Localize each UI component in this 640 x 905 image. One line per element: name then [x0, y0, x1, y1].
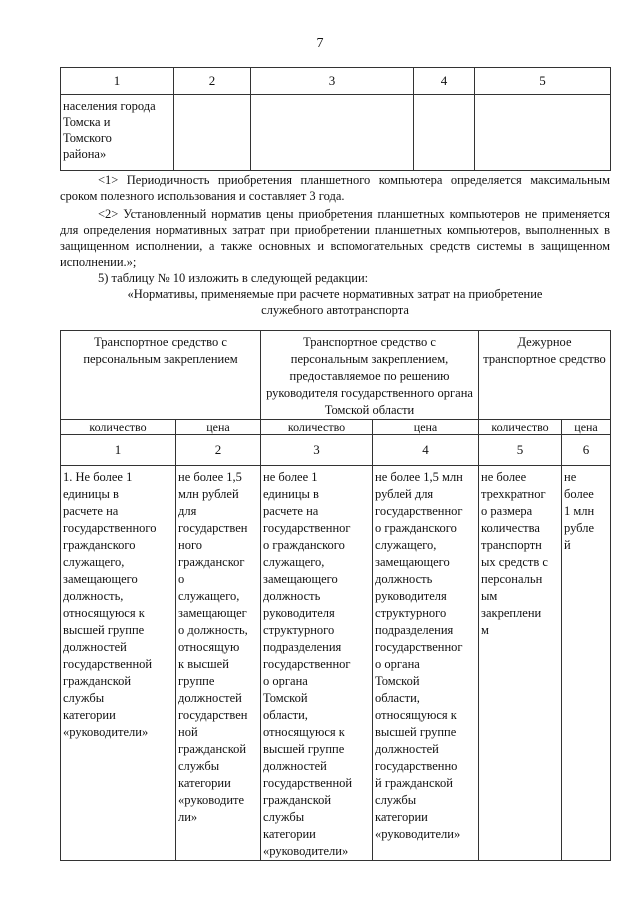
- cell-line: служащего,: [263, 555, 325, 569]
- cell-line: рублей для: [375, 487, 434, 501]
- table-cell: [61, 95, 174, 171]
- table-header-cell: 5: [475, 68, 611, 95]
- cell-line: Томской: [263, 691, 308, 705]
- cell-line: ым: [481, 589, 498, 603]
- cell-line: служащего,: [178, 589, 240, 603]
- cell-line: должностей: [375, 742, 439, 756]
- cell-line: расчете на: [263, 504, 319, 518]
- table-title-line-1: «Нормативы, применяемые при расчете нормативных затрат на приобретение: [127, 287, 543, 301]
- cell-line: млн рублей: [178, 487, 239, 501]
- cell-line: населения города: [63, 99, 156, 113]
- cell-line: замещающег: [178, 606, 247, 620]
- cell-line: ых средств с: [481, 555, 548, 569]
- cell-line: государственног: [263, 657, 351, 671]
- cell-line: закреплени: [481, 606, 542, 620]
- cell-line: Томского: [63, 131, 112, 145]
- cell-line: гражданской: [63, 674, 132, 688]
- cell-line: должностей: [263, 759, 327, 773]
- column-number: 6: [562, 435, 611, 466]
- cell-line: о должность,: [178, 623, 248, 637]
- cell-line: подразделения: [375, 623, 454, 637]
- table-header-cell: 3: [251, 68, 414, 95]
- cell-line: Томской: [375, 674, 420, 688]
- cell-line: замещающего: [63, 572, 138, 586]
- table-cell: [373, 466, 479, 861]
- sub-header-cell: цена: [176, 420, 261, 435]
- cell-line: единицы в: [263, 487, 319, 501]
- cell-line: службы: [63, 691, 105, 705]
- cell-line: расчете на: [63, 504, 119, 518]
- group-header-row: [61, 331, 611, 420]
- cell-line: не: [564, 470, 577, 484]
- cell-line: более: [564, 487, 594, 501]
- cell-line: к высшей: [178, 657, 229, 671]
- cell-line: руководителя: [375, 589, 447, 603]
- cell-line: не более 1,5: [178, 470, 242, 484]
- cell-line: «руководители»: [375, 827, 461, 841]
- cell-line: ной: [178, 725, 198, 739]
- cell-line: гражданского: [63, 538, 136, 552]
- sub-header-cell: количество: [479, 420, 562, 435]
- table-cell: [562, 466, 611, 861]
- cell-line: 1 млн: [564, 504, 595, 518]
- cell-line: должность: [263, 589, 321, 603]
- table-cell: [61, 466, 176, 861]
- cell-line: не более 1: [263, 470, 318, 484]
- cell-line: высшей группе: [263, 742, 345, 756]
- table-cell: [261, 466, 373, 861]
- cell-line: о органа: [263, 674, 308, 688]
- cell-line: категории: [178, 776, 231, 790]
- cell-line: транспортн: [481, 538, 542, 552]
- table-cell: [174, 95, 251, 171]
- table-header-row: [61, 68, 611, 95]
- sub-header-cell: цена: [562, 420, 611, 435]
- cell-line: службы: [375, 793, 417, 807]
- cell-line: категории: [63, 708, 116, 722]
- table-cell: [475, 95, 611, 171]
- cell-line: рубле: [564, 521, 595, 535]
- cell-line: государственной: [263, 776, 353, 790]
- cell-line: государствен: [178, 708, 248, 722]
- vehicle-norms-table: [60, 330, 611, 861]
- cell-line: о органа: [375, 657, 420, 671]
- cell-line: не более 1,5 млн: [375, 470, 463, 484]
- cell-line: должностей: [63, 640, 127, 654]
- cell-line: группе: [178, 674, 215, 688]
- cell-line: должность,: [63, 589, 124, 603]
- footnote-1: <1> Периодичность приобретения планшетного компьютера определяется максимальным сроком полезного использования и составляет 3 года.: [60, 173, 610, 203]
- table-row: [61, 95, 611, 171]
- cell-line: служащего,: [375, 538, 437, 552]
- cell-line: государственног: [263, 521, 351, 535]
- sub-header-cell: количество: [261, 420, 373, 435]
- cell-line: категории: [263, 827, 316, 841]
- table-cell: [414, 95, 475, 171]
- cell-line: количества: [481, 521, 540, 535]
- cell-line: «руководители»: [63, 725, 149, 739]
- column-number: 2: [176, 435, 261, 466]
- cell-line: гражданской: [263, 793, 332, 807]
- cell-line: подразделения: [263, 640, 342, 654]
- cell-line: гражданской: [178, 742, 247, 756]
- cell-line: персональн: [481, 572, 543, 586]
- cell-line: й гражданской: [375, 776, 453, 790]
- cell-line: структурного: [375, 606, 447, 620]
- cell-line: относящуюся к: [263, 725, 345, 739]
- column-number: 3: [261, 435, 373, 466]
- cell-line: ного: [178, 538, 203, 552]
- cell-line: руководителя: [263, 606, 335, 620]
- group-header-duty: Дежурное транспортное средство: [479, 331, 611, 420]
- cell-line: относящуюся к: [63, 606, 145, 620]
- cell-line: ли»: [178, 810, 198, 824]
- cell-line: о гражданского: [263, 538, 345, 552]
- cell-line: района»: [63, 147, 107, 161]
- cell-line: государственно: [375, 759, 458, 773]
- cell-line: 1. Не более 1: [63, 470, 133, 484]
- cell-line: относящуюся к: [375, 708, 457, 722]
- cell-line: должность: [375, 572, 433, 586]
- column-number: 1: [61, 435, 176, 466]
- cell-line: государственног: [375, 504, 463, 518]
- cell-line: структурного: [263, 623, 335, 637]
- table-cell: [176, 466, 261, 861]
- column-number: 5: [479, 435, 562, 466]
- cell-line: единицы в: [63, 487, 119, 501]
- cell-line: «руководители»: [263, 844, 349, 858]
- cell-line: замещающего: [375, 555, 450, 569]
- table-cell: [479, 466, 562, 861]
- table-title-line-2: служебного автотранспорта: [261, 303, 409, 317]
- cell-line: службы: [178, 759, 220, 773]
- sub-header-row: [61, 420, 611, 435]
- table-header-cell: 2: [174, 68, 251, 95]
- cell-line: не более: [481, 470, 527, 484]
- cell-line: м: [481, 623, 489, 637]
- sub-header-cell: цена: [373, 420, 479, 435]
- cell-line: й: [564, 538, 571, 552]
- sub-header-cell: количество: [61, 420, 176, 435]
- cell-line: должностей: [178, 691, 242, 705]
- continuation-table: [60, 67, 611, 171]
- cell-line: государствен: [178, 521, 248, 535]
- cell-line: трехкратног: [481, 487, 546, 501]
- cell-line: области,: [263, 708, 308, 722]
- cell-line: службы: [263, 810, 305, 824]
- cell-line: «руководите: [178, 793, 245, 807]
- group-header-by-decision: Транспортное средство с персональным закреплением, предоставляемое по решению руководителя государственного органа Томской области: [261, 331, 479, 420]
- footnote-2: <2> Установленный норматив цены приобретения планшетных компьютеров не применяется для определения нормативных затрат при приобретении планшетных компьютеров, выполненных в защищенном исполнении, а также основных и вспомогательных средств системы в защищенном исполнении.»;: [60, 207, 610, 269]
- cell-line: государственног: [375, 640, 463, 654]
- page-number: 7: [316, 36, 324, 51]
- cell-line: относящую: [178, 640, 240, 654]
- group-header-personal: Транспортное средство с персональным закреплением: [61, 331, 261, 420]
- cell-line: высшей группе: [375, 725, 457, 739]
- table-header-cell: 4: [414, 68, 475, 95]
- table-cell: [251, 95, 414, 171]
- cell-line: о размера: [481, 504, 533, 518]
- cell-line: Томска и: [63, 115, 111, 129]
- cell-line: для: [178, 504, 197, 518]
- column-number: 4: [373, 435, 479, 466]
- cell-line: замещающего: [263, 572, 338, 586]
- table-header-cell: 1: [61, 68, 174, 95]
- cell-line: категории: [375, 810, 428, 824]
- cell-line: о: [178, 572, 185, 586]
- cell-line: о гражданского: [375, 521, 457, 535]
- column-number-row: [61, 435, 611, 466]
- cell-line: государственного: [63, 521, 157, 535]
- amendment-item-5: 5) таблицу № 10 изложить в следующей редакции:: [98, 271, 369, 285]
- cell-line: гражданског: [178, 555, 245, 569]
- table-row: [61, 466, 611, 861]
- cell-line: высшей группе: [63, 623, 145, 637]
- cell-line: области,: [375, 691, 420, 705]
- cell-line: служащего,: [63, 555, 125, 569]
- cell-line: государственной: [63, 657, 153, 671]
